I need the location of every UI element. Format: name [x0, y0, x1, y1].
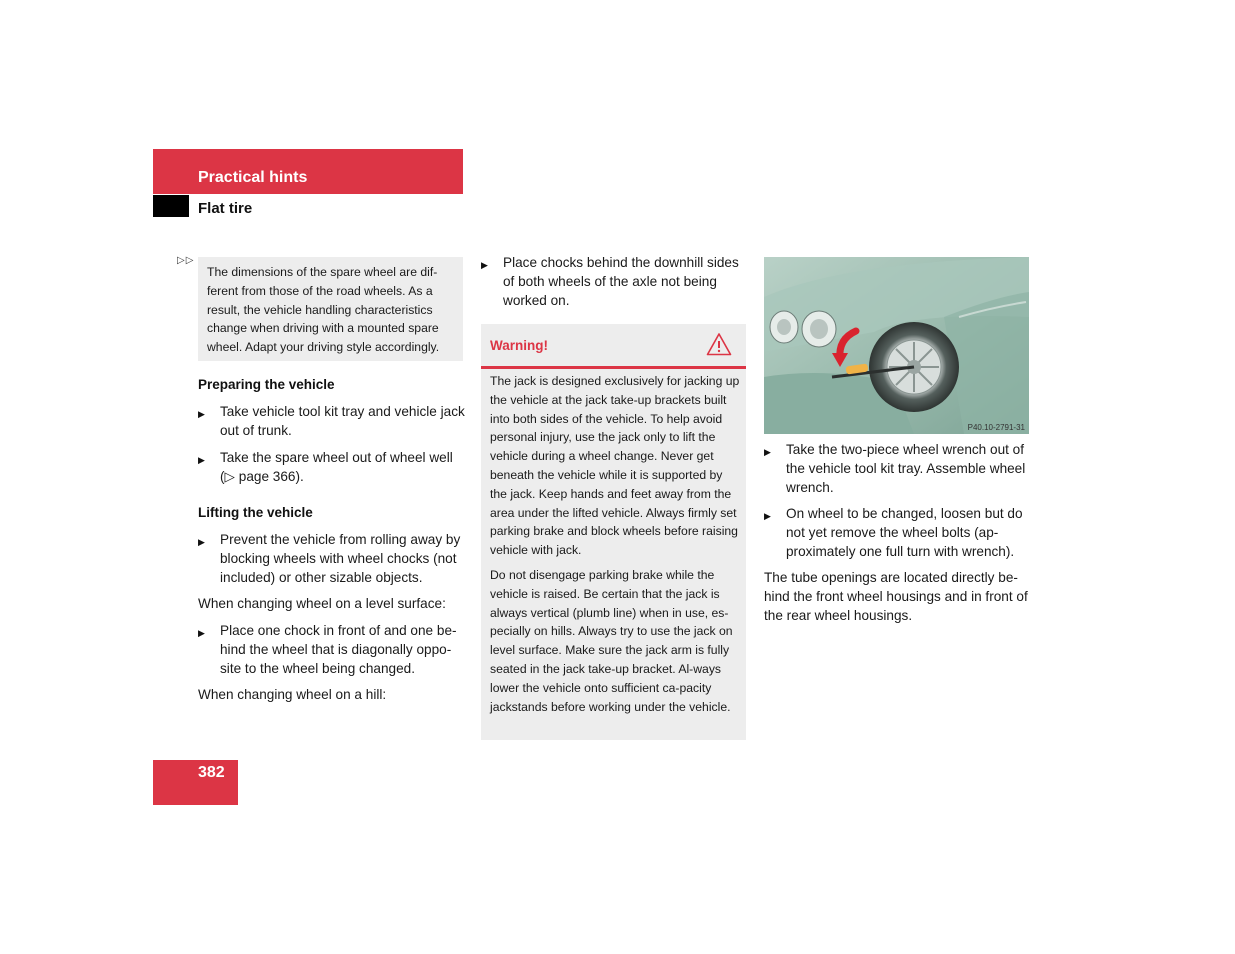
bullet-triangle-icon: ▶: [198, 628, 205, 638]
tube-openings-note: The tube openings are located directly be-hind the front wheel housings and in front of the rear wheel housings.: [764, 570, 1028, 623]
subsection-marker: [153, 195, 189, 217]
wheel-wrench-photo: [764, 257, 1029, 434]
list-item: ▶ On wheel to be changed, loosen but do not yet remove the wheel bolts (ap-proximately one full turn with wrench).: [764, 506, 1023, 559]
section-title: Practical hints: [198, 169, 308, 186]
warning-triangle-icon: [706, 332, 732, 356]
bullet-triangle-icon: ▶: [198, 409, 205, 419]
photo-code: P40.10-2791-31: [967, 423, 1025, 432]
warning-box: [481, 324, 746, 740]
warning-paragraph: Do not disengage parking brake while the vehicle is raised. Be certain that the jack is always vertical (plumb line) when in use, es-pecially on hills. Always try to use the jack on level surface. Make sure the jack arm is fully seated in the jack take-up bracket. Al-ways lower the vehicle onto sufficient ca-pacity jackstands before working under the vehicle.: [490, 567, 733, 714]
page-number-box: [153, 760, 238, 805]
list-item: ▶ Take vehicle tool kit tray and vehicle jack out of trunk.: [198, 404, 465, 438]
level-surface-intro: When changing wheel on a level surface:: [198, 596, 446, 611]
warning-paragraph: The jack is designed exclusively for jacking up the vehicle at the jack take-up brackets built into both sides of the vehicle. To help avoid personal injury, use the jack only to lift the vehicle during a wheel change. Never get beneath the vehicle while it is supported by the jack. Keep hands and feet away from the area under the lifted vehicle. Always firmly set parking brake and block wheels before raising vehicle with jack.: [490, 374, 740, 558]
list-item: ▶ Place one chock in front of and one be-hind the wheel that is diagonally oppo-site to the wheel being changed.: [198, 623, 457, 676]
warning-divider: [481, 366, 746, 369]
bullet-triangle-icon: ▶: [764, 511, 771, 521]
preparing-heading: Preparing the vehicle: [198, 377, 335, 392]
list-item: ▶ Place chocks behind the downhill sides of both wheels of the axle not being worked on.: [481, 255, 739, 308]
hill-intro: When changing wheel on a hill:: [198, 687, 387, 702]
spare-wheel-note: [198, 257, 463, 361]
lifting-heading: Lifting the vehicle: [198, 505, 313, 520]
bullet-triangle-icon: ▶: [198, 455, 205, 465]
bullet-triangle-icon: ▶: [198, 537, 205, 547]
list-item: ▶ Prevent the vehicle from rolling away by blocking wheels with wheel chocks (not included) or other sizable objects.: [198, 532, 461, 585]
list-item: ▶ Take the two-piece wheel wrench out of the vehicle tool kit tray. Assemble wheel wrench.: [764, 442, 1026, 495]
bullet-triangle-icon: ▶: [481, 260, 488, 270]
continued-mark: ▷▷: [177, 255, 195, 266]
warning-title: Warning!: [490, 338, 548, 353]
subsection-title: Flat tire: [198, 200, 253, 217]
list-item: ▶ Take the spare wheel out of wheel well (▷ page 366).: [198, 450, 453, 484]
spare-wheel-note-text: The dimensions of the spare wheel are dif-ferent from those of the road wheels. As a result, the vehicle handling characteristics change when driving with a mounted spare wheel. Adapt your driving style accordingly.: [207, 265, 440, 355]
car-wheel-illustration: [764, 257, 1029, 434]
page-number: 382: [198, 764, 225, 781]
bullet-triangle-icon: ▶: [764, 447, 771, 457]
warning-body: [490, 372, 740, 722]
